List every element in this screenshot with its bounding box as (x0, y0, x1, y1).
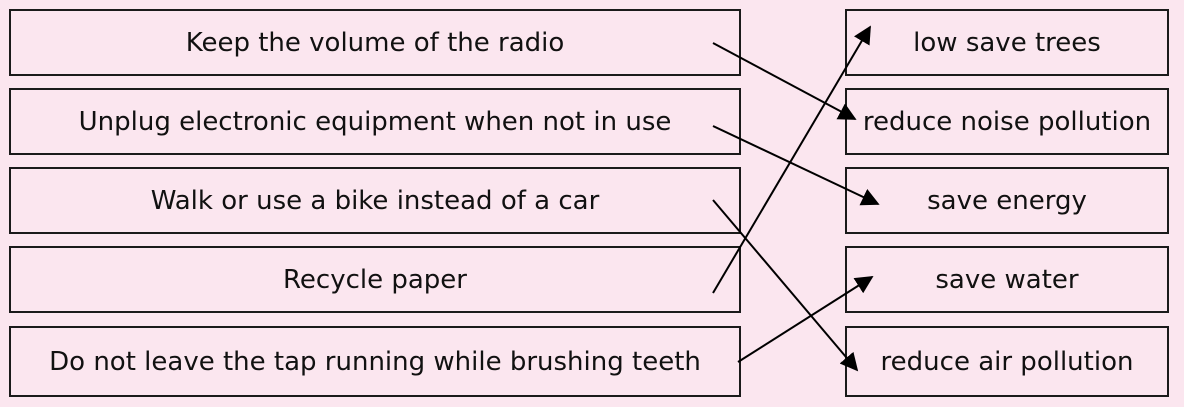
effect-label: save water (935, 264, 1079, 295)
action-label: Keep the volume of the radio (185, 27, 565, 58)
effect-label: low save trees (913, 27, 1101, 58)
action-label: Recycle paper (283, 264, 467, 295)
match-arrow-0 (713, 43, 855, 119)
effect-label: save energy (927, 185, 1087, 216)
action-label: Walk or use a bike instead of a car (150, 185, 600, 216)
match-arrow-1 (713, 126, 878, 204)
match-arrow-2 (713, 200, 857, 370)
match-arrow-4 (738, 277, 872, 362)
match-arrow-3 (713, 27, 870, 293)
effect-label: reduce air pollution (880, 346, 1134, 377)
effect-label: reduce noise pollution (862, 106, 1152, 137)
action-label: Do not leave the tap running while brushing teeth (49, 346, 701, 377)
action-label: Unplug electronic equipment when not in use (78, 106, 672, 137)
